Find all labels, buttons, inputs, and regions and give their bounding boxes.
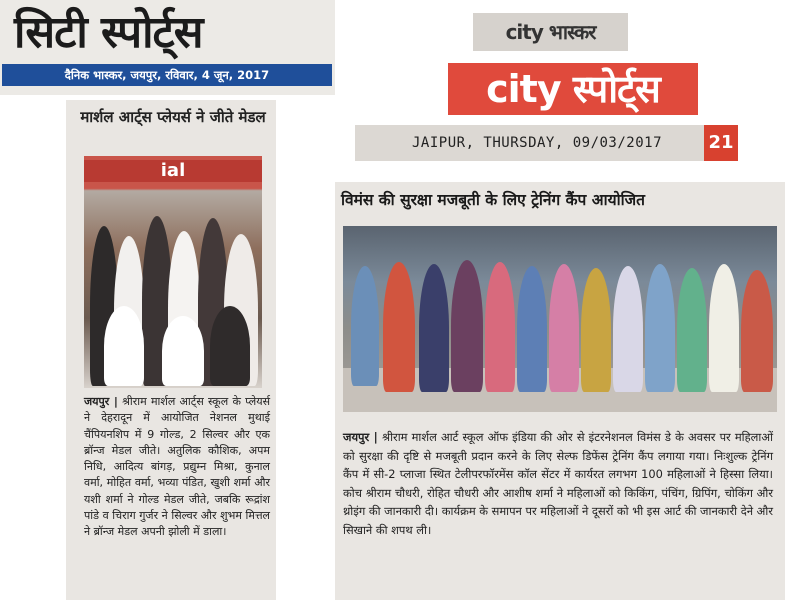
page-number: 21 bbox=[704, 125, 738, 161]
right-masthead bbox=[448, 63, 698, 115]
right-headline: विमंस की सुरक्षा मजबूती के लिए ट्रेनिंग कैंप आयोजित bbox=[341, 191, 645, 209]
right-body-text: श्रीराम मार्शल आर्ट स्कूल ऑफ इंडिया की ओर से इंटरनेशनल विमंस डे के अवसर पर महिलाओं को सुरक्षा की दृष्टि से मजबूती प्रदान करने के लिए सेल्फ डिफेंस ट्रेनिंग कैंप लगाया गया। निःशुल्क ट्रेनिंग कैंप में सी-2 प्लाजा स्थित टेलीपरफॉरमेंस कॉल सेंटर में कार्यरत लगभग 100 महिलाओं ने हिस्सा लिया। कोच श्रीराम चौधरी, रोहित चौधरी और आशीष शर्मा ने महिलाओं को किकिंग, पंचिंग, ग्रिपिंग, चोकिंग और थ्रोइंग की जानकारी दी। कार्यक्रम के समापन पर महिलाओं ने दूसरों को भी इस आर्ट की जानकारी देने और सिखाने की शपथ ली। bbox=[343, 430, 773, 537]
left-photo-banner: ial bbox=[84, 160, 262, 182]
left-body bbox=[84, 394, 270, 541]
right-body bbox=[343, 428, 773, 540]
dateline-text: JAIPUR, THURSDAY, 09/03/2017 bbox=[412, 135, 663, 151]
left-article bbox=[66, 100, 276, 600]
right-dateline: जयपुर | bbox=[343, 430, 378, 444]
left-masthead bbox=[0, 0, 335, 95]
city-bhaskar-logo bbox=[473, 13, 628, 51]
left-headline: मार्शल आर्ट्स प्लेयर्स ने जीते मेडल bbox=[80, 108, 266, 126]
left-dateline: जयपुर | bbox=[84, 395, 118, 408]
dateline-bar bbox=[355, 125, 705, 161]
left-masthead-subtitle: दैनिक भास्कर, जयपुर, रविवार, 4 जून, 2017 bbox=[2, 64, 332, 86]
left-group-photo bbox=[84, 156, 262, 388]
city-bhaskar-logo-text: city भास्कर bbox=[505, 20, 596, 44]
right-masthead-title: city स्पोर्ट्स bbox=[486, 67, 660, 111]
left-body-text: श्रीराम मार्शल आर्ट्स स्कूल के प्लेयर्स ने देहरादून में आयोजित नेशनल मुथाई चैंपियनशिप में 9 गोल्ड, 2 सिल्वर और एक ब्रॉन्ज मेडल जीते। अतुलिक कौशिक, अपम निधि, आदित्य बांगड़, प्रद्युम्न मिश्रा, कुनाल वर्मा, मोहित वर्मा, भव्या पंडित, खुशी शर्मा और यशी शर्मा ने गोल्ड मेडल जीते, जबकि रूद्रांश पांडे व चिराग गुर्जर ने सिल्वर और शुभम मित्तल ने ब्रॉन्ज मेडल अपनी झोली में डाला। bbox=[84, 395, 271, 539]
left-masthead-title: सिटी स्पोर्ट्स bbox=[14, 7, 203, 58]
right-article bbox=[335, 182, 785, 600]
right-group-photo bbox=[343, 226, 777, 412]
